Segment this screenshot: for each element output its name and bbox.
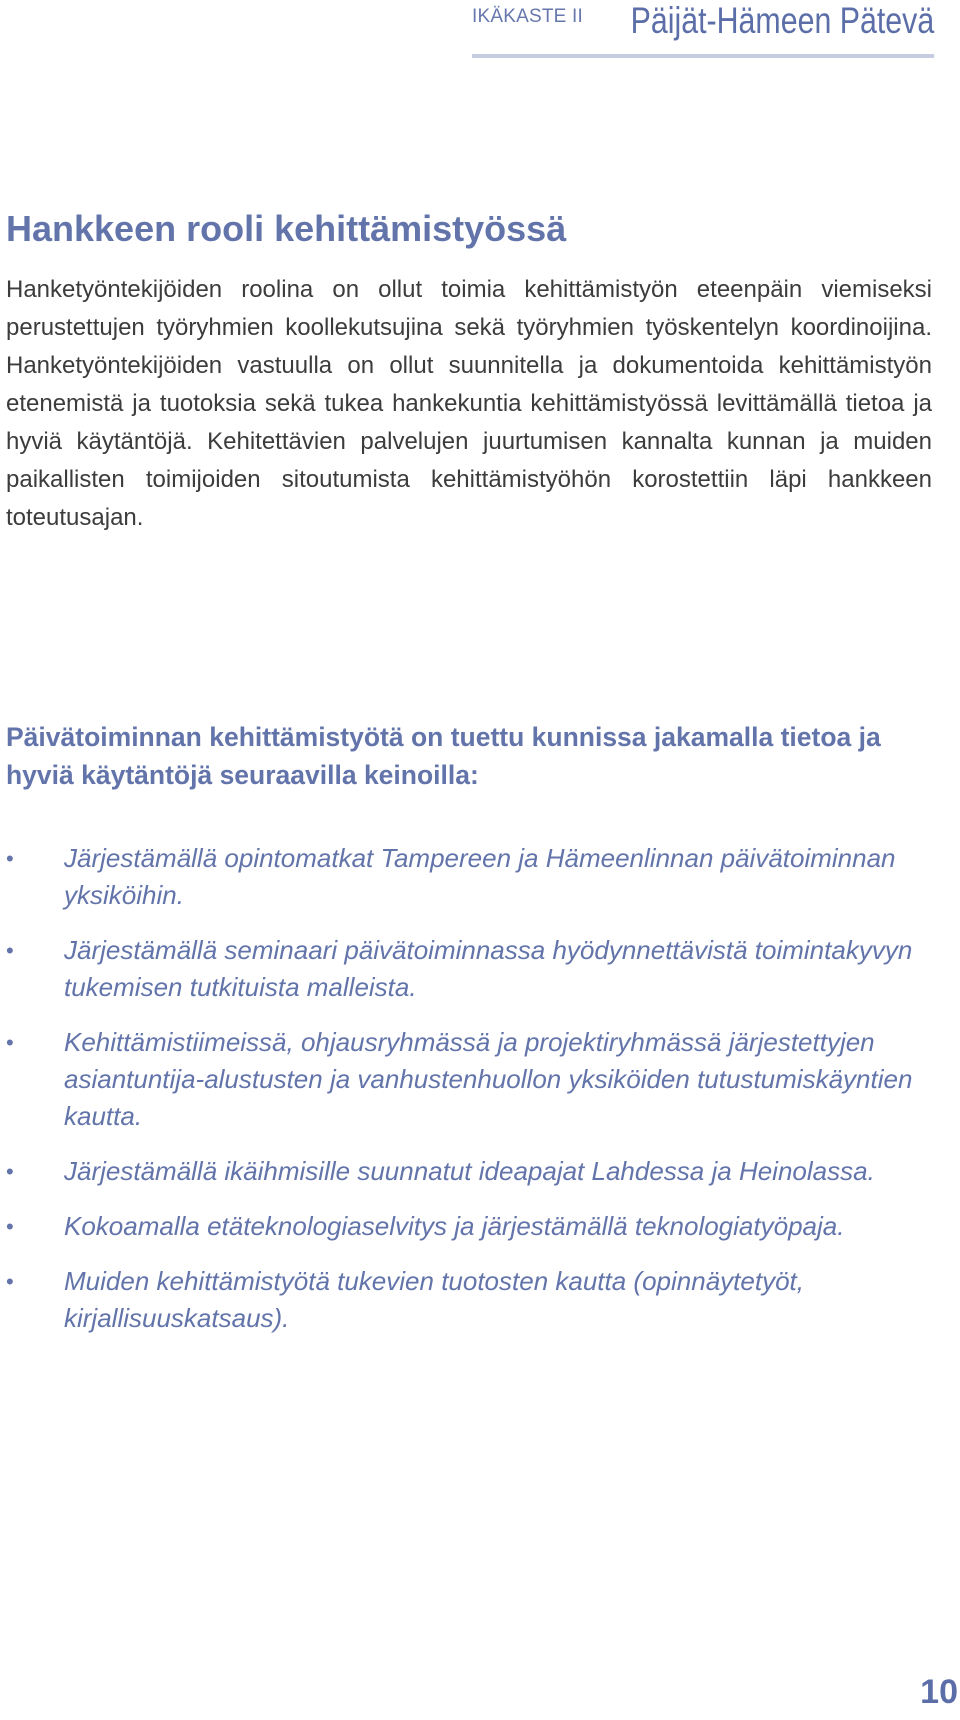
list-item [6,1024,926,1135]
section-title: Hankkeen rooli kehittämistyössä [6,208,567,249]
list-item-text: Kokoamalla etäteknologiaselvitys ja järjestämällä teknologiatyöpaja. [64,1211,845,1241]
body-paragraph: Hanketyöntekijöiden roolina on ollut toimia kehittämistyön eteenpäin viemiseksi perustettujen työryhmien koollekutsujina sekä työryhmien työskentelyn koordinoijina. Hanketyöntekijöiden vastuulla on ollut suunnitella ja dokumentoida kehittämistyön etenemistä ja tuotoksia sekä tukea hankekuntia kehittämistyössä levittämällä tietoa ja hyviä käytäntöjä. Kehitettävien palvelujen juurtumisen kannalta kunnan ja muiden paikallisten toimijoiden sitoutumista kehittämistyöhön korostettiin läpi hankkeen toteutusajan. [6,276,932,531]
organization-name: Päijät-Hämeen Pätevä [630,0,934,41]
bullet-icon: • [6,1159,14,1184]
list-lead: Päivätoiminnan kehittämistyötä on tuettu kunnissa jakamalla tietoa ja hyviä käytäntöjä seuraavilla keinoilla: [6,722,881,790]
bullet-icon: • [6,1214,14,1239]
project-name: IKÄKASTE II [472,6,583,27]
bullet-list [6,840,926,1355]
bullet-icon: • [6,938,14,963]
bullet-icon: • [6,1030,14,1055]
list-item [6,1263,926,1337]
list-item [6,932,926,1006]
page-number: 10 [920,1673,958,1711]
list-item-text: Järjestämällä ikäihmisille suunnatut ideapajat Lahdessa ja Heinolassa. [64,1156,875,1186]
list-item [6,840,926,914]
page-header [472,0,934,58]
list-item [6,1153,926,1190]
list-item-text: Kehittämistiimeissä, ohjausryhmässä ja projektiryhmässä järjestettyjen asiantuntija-alustusten ja vanhustenhuollon yksiköiden tutustumiskäyntien kautta. [64,1027,913,1131]
list-item-text: Järjestämällä seminaari päivätoiminnassa hyödynnettävistä toimintakyvyn tukemisen tutkituista malleista. [64,935,913,1002]
bullet-icon: • [6,1269,14,1294]
list-item-text: Muiden kehittämistyötä tukevien tuotosten kautta (opinnäytetyöt, kirjallisuuskatsaus). [64,1266,804,1333]
list-item-text: Järjestämällä opintomatkat Tampereen ja Hämeenlinnan päivätoiminnan yksiköihin. [64,843,896,910]
bullet-icon: • [6,846,14,871]
list-item [6,1208,926,1245]
